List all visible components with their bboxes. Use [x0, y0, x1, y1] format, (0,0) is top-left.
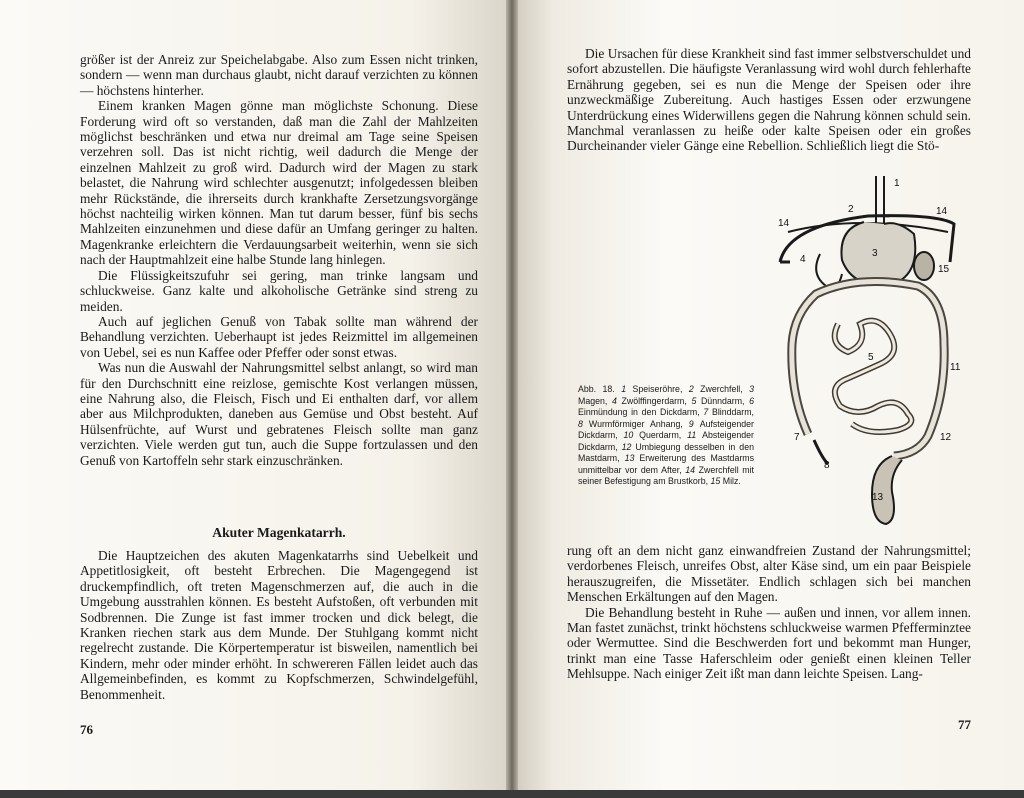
- page-number-left: 76: [80, 722, 93, 737]
- caption-item-number: 8: [578, 418, 589, 429]
- caption-item-text: Magen,: [578, 395, 608, 406]
- caption-item-number: 15: [708, 476, 723, 486]
- paragraph: größer ist der Anreiz zur Speichelabgabe. Also zum Essen nicht trinken, sondern — wenn man durchaus glaubt, nicht darauf verzichten zu können — höchstens hinterher.: [80, 52, 478, 98]
- caption-item-text: Erweiterung des Mastdarms unmittelbar vor dem After,: [578, 453, 754, 475]
- caption-item: [708, 476, 741, 486]
- caption-item-text: Wurmförmiger Anhang,: [588, 418, 683, 429]
- caption-item-text: Zwölffingerdarm,: [621, 395, 687, 406]
- caption-item: [700, 407, 754, 417]
- figure-number-label: 5: [868, 352, 874, 363]
- figure-number-label: 13: [872, 492, 884, 503]
- left-text-bottom: [80, 548, 478, 702]
- paragraph: Die Flüssigkeitszufuhr sei gering, man trinke langsam und schluckweise. Ganz kalte und alkoholische Getränke sind streng zu meiden.: [80, 267, 478, 314]
- paragraph: Was nun die Auswahl der Nahrungsmittel selbst anlangt, so wird man für den Durchschnitt eine reizlose, gemischte Kost verlangen müssen, eine Nahrung also, die Fleisch, Fisch und Ei enthalten darf, vor allem aber aus Milchprodukten, daneben aus Gemüse und Obst besteht. Auf Hülsenfrüchte, auf Wurst und gebratenes Fleisch sollte man ganz verzichten. Viele werden gut tun, auch die Suppe fortzulassen und den Genuß von Kartoffeln sehr stark einzuschränken.: [80, 360, 478, 468]
- spleen-shape: [914, 252, 934, 280]
- figure-number-label: 4: [800, 254, 806, 265]
- paragraph: Die Ursachen für diese Krankheit sind fast immer selbstverschuldet und sofort abzustellen. Die häufigste Veranlassung wird wohl durch fehlerhafte Ernährung gegeben, sei es nun die Menge der Speisen oder ihre unzweckmäßige Zubereitung. Auch hastiges Essen oder erzwungene Unterdrückung eines Widerwillens gegen die Nahrung können schuld sein. Manchmal veranlassen zu heiße oder kalte Speisen oder ein großes Durcheinander vieler Gänge eine Rebellion. Schließlich liegt die Stö-: [567, 46, 971, 154]
- caption-item-text: Querdarm,: [639, 430, 682, 440]
- caption-item-number: 14: [681, 464, 699, 475]
- caption-item-number: 4: [607, 395, 622, 406]
- caption-label: Abb. 18.: [578, 384, 615, 394]
- caption-item: [621, 384, 682, 394]
- caption-item-text: Absteigender Dickdarm,: [578, 430, 754, 452]
- caption-item-text: Zwerchfell,: [700, 384, 743, 394]
- paragraph: Auch auf jeglichen Genuß von Tabak sollte man während der Behandlung verzichten. Ueberhaupt ist jedes Reizmittel im allgemeinen von Uebel, sei es nun Kaffee oder Pfeffer oder sonst etwas.: [80, 313, 478, 360]
- figure-caption: [578, 384, 754, 488]
- digestive-tract-figure: [768, 174, 968, 534]
- caption-item: [687, 396, 745, 406]
- page-number-right: 77: [958, 717, 971, 732]
- caption-item-text: Aufsteigender Dickdarm,: [578, 418, 754, 440]
- caption-item: [578, 419, 683, 429]
- scan-edge-bottom: [0, 790, 1024, 798]
- caption-item-text: Speiseröhre,: [632, 384, 683, 394]
- caption-item-number: 11: [681, 430, 703, 440]
- figure-number-label: 7: [794, 432, 800, 443]
- figure-number-label: 12: [940, 432, 952, 443]
- figure-number-label: 2: [848, 204, 854, 215]
- paragraph: Die Behandlung besteht in Ruhe — außen und innen, vor allem innen. Man fastet zunächst, trinkt höchstens schluckweise warmen Pfefferminztee oder Wermuttee. Sind die Beschwerden fort und bekommt man Hunger, trinkt man eine Tasse Haferschleim oder genießt einen kleinen Teller Mehlsuppe. Nach einiger Zeit ißt man dann leichte Speisen. Lang-: [567, 604, 971, 682]
- rectum-shape: [872, 456, 902, 524]
- caption-item-number: 1: [621, 384, 633, 394]
- caption-item-text: Dünndarm,: [700, 395, 745, 406]
- caption-item: [682, 384, 742, 394]
- small-intestine-shape: [835, 321, 912, 432]
- figure-number-label: 14: [778, 218, 790, 229]
- figure-number-label: 8: [824, 460, 830, 471]
- caption-item: [607, 396, 686, 406]
- caption-item-number: 5: [686, 395, 701, 406]
- paragraph: Einem kranken Magen gönne man möglichste Schonung. Diese Forderung wird oft so verstanden, daß man die Zahl der Mahlzeiten möglichst beschränken und etwa nur dreimal am Tage seine Speisen verzehren soll. Das ist nicht richtig, weil dadurch die Menge der einzelnen Mahlzeit zu groß wird. Dadurch wird der Magen zu stark belastet, die Nahrung wird schlechter ausgenutzt; infolgedessen bleiben mehr Rückstände, die ihrerseits durch krankhafte Zersetzungsvorgänge höchst nachteilig wirken können. Man tut darum besser, fünf bis sechs Mahlzeiten einzunehmen und diese dafür an Umfang geringer zu halten. Magenkranke erleichtern die Verdauungsarbeit weiterhin, wenn sie sich nach der Hauptmahlzeit eine halbe Stunde lang hinlegen.: [80, 98, 478, 268]
- right-text-top: [567, 46, 971, 154]
- caption-item-text: Umbiegung desselben in den Mastdarm,: [578, 441, 754, 463]
- caption-item-number: 6: [744, 395, 754, 406]
- figure-number-label: 11: [950, 362, 961, 373]
- paragraph: rung oft an dem nicht ganz einwandfreien Zustand der Nahrungsmittel; verdorbenes Fleisch, unreifes Obst, alter Käse sind, um ein paar Beispiele herauszugreifen, die Missetäter. Endlich schlagen sich bei manchen Menschen Erkältungen auf den Magen.: [567, 543, 971, 605]
- book-gutter: [506, 0, 518, 798]
- caption-item-text: Zwerchfell mit seiner Befestigung am Brustkorb,: [578, 464, 754, 486]
- figure-number-label: 14: [936, 206, 948, 217]
- figure-number-label: 3: [872, 248, 878, 259]
- caption-items: [578, 384, 754, 486]
- right-text-bottom: [567, 543, 971, 682]
- left-text-top: [80, 52, 478, 468]
- caption-item-number: 10: [617, 430, 640, 440]
- caption-item-text: Einmündung in den Dickdarm,: [578, 407, 700, 417]
- caption-item-number: 3: [742, 384, 755, 394]
- caption-item-number: 13: [619, 453, 640, 463]
- caption-item-number: 9: [682, 418, 700, 429]
- caption-item-number: 2: [682, 384, 701, 394]
- caption-item-text: Blinddarm,: [711, 407, 755, 417]
- stomach-shape: [841, 222, 915, 284]
- section-heading: Akuter Magenkatarrh.: [212, 525, 346, 540]
- figure-number-label: 15: [938, 264, 950, 275]
- figure-number-label: 1: [894, 178, 900, 189]
- caption-item-number: 7: [699, 407, 712, 417]
- caption-item: [618, 430, 682, 440]
- caption-item-text: Milz.: [722, 476, 741, 486]
- caption-item-number: 12: [617, 441, 636, 452]
- paragraph: Die Hauptzeichen des akuten Magenkatarrhs sind Uebelkeit und Appetitlosigkeit, oft besteht Erbrechen. Die Magengegend ist druckempfindlich, oft treten Magenschmerzen auf, die auch in die Umgebung ausstrahlen können. Es besteht Aufstoßen, oft verbunden mit Sodbrennen. Die Zunge ist fast immer trocken und dick belegt, die Kranken riechen stark aus dem Munde. Der Stuhlgang kommt nicht regelrecht zustande. Die Körpertemperatur ist bisweilen, namentlich bei Kindern, mehr oder minder erhöht. In schwereren Fällen leidet auch das Allgemeinbefinden, es kommt zu Kopfschmerzen, Schwindelgefühl, Benommenheit.: [80, 548, 478, 702]
